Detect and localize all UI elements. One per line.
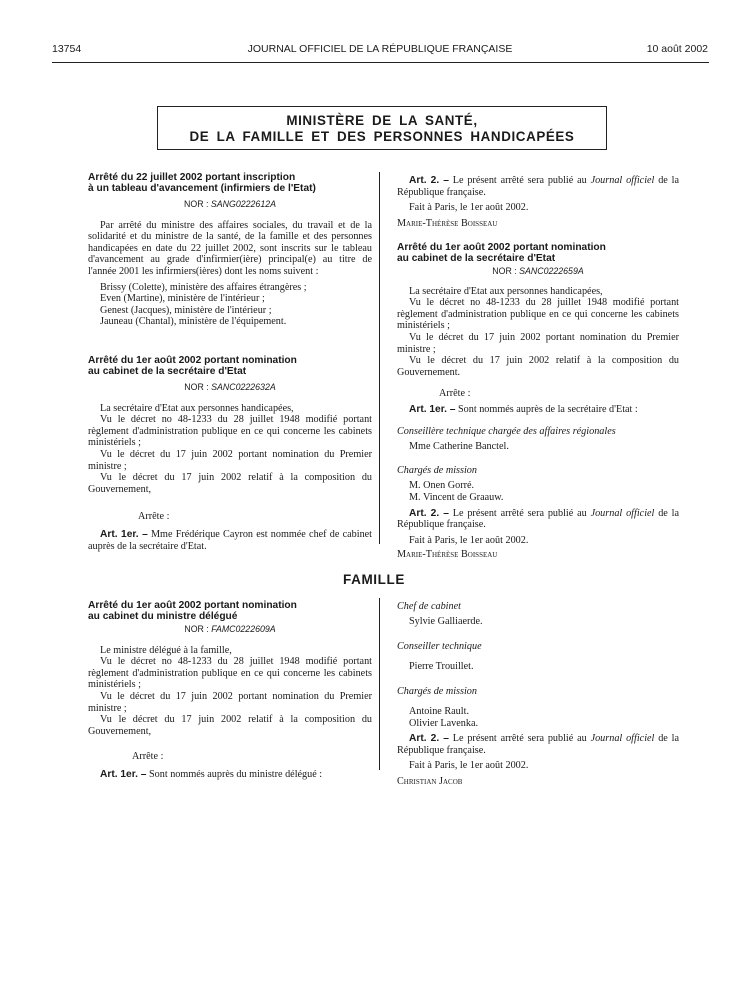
appointee-name: Antoine Rault. <box>409 705 469 717</box>
role-heading: Conseiller technique <box>397 641 482 653</box>
nor-reference <box>88 199 372 211</box>
nor-reference <box>88 382 372 394</box>
ministry-heading-line-1: MINISTÈRE DE LA SANTÉ, <box>286 113 478 128</box>
signature: Marie-Thérèse Boisseau <box>397 549 498 561</box>
role-heading: Chargés de mission <box>397 464 477 476</box>
nor-code: SANG0222612A <box>210 199 276 209</box>
nor-reference <box>397 266 679 278</box>
done-at: Fait à Paris, le 1er août 2002. <box>409 202 529 214</box>
arrete-title-line-2: au cabinet du ministre délégué <box>88 611 238 622</box>
nor-code: SANC0222632A <box>211 382 276 392</box>
article-label: Art. 1er. – <box>409 403 456 415</box>
visa-paragraph: Vu le décret du 17 juin 2002 relatif à la composition du Gouvernement, <box>88 472 372 495</box>
nor-label: NOR : <box>492 266 517 276</box>
visa-paragraph: Vu le décret du 17 juin 2002 relatif à la composition du Gouvernement. <box>397 355 679 378</box>
done-at: Fait à Paris, le 1er août 2002. <box>409 760 529 772</box>
article-text: de la République française. <box>397 733 679 756</box>
visa-paragraph: Vu le décret du 17 juin 2002 portant nomination du Premier ministre ; <box>88 690 372 714</box>
journal-name: Journal officiel <box>590 733 655 745</box>
signature: Marie-Thérèse Boisseau <box>397 217 498 229</box>
article-label: Art. 1er. – <box>100 528 148 540</box>
nor-code: FAMC0222609A <box>211 624 276 634</box>
article-1 <box>397 404 679 416</box>
nor-label: NOR : <box>184 624 209 634</box>
visa-paragraph: Vu le décret no 48-1233 du 28 juillet 1948 modifié portant règlement d'administration publique en ce qui concerne les cabinets ministériels ; <box>88 414 372 449</box>
arrete-word: Arrête : <box>132 751 164 763</box>
arrete-title-line-2: au cabinet de la secrétaire d'Etat <box>397 253 556 264</box>
arrete-22-juillet <box>88 172 372 328</box>
arrete-1er-aout-cabinet-secretaire-a-end <box>397 175 679 229</box>
appointee-name: Pierre Trouillet. <box>409 660 474 672</box>
nor-label: NOR : <box>184 199 209 209</box>
arrete-intro: Par arrêté du ministre des affaires sociales, du travail et de la solidarité et du ministre de la santé, de la famille et des personnes handicapées en date du 22 juillet 2002, sont inscrits sur le tableau d'avancement au grade d'infirmier(ière) principal(e) au titre de l'année 2001 les infirmiers(ières) dont les noms suivent : <box>88 219 372 277</box>
visa-paragraph: Le ministre délégué à la famille, <box>100 644 232 656</box>
article-text: de la République française. <box>397 507 679 531</box>
journal-name: Journal officiel <box>590 507 655 519</box>
article-text: de la République française. <box>397 175 679 198</box>
ministry-heading-box <box>157 106 607 150</box>
arrete-word: Arrête : <box>439 388 471 400</box>
column-divider <box>379 172 380 544</box>
ministry-heading-line-2: DE LA FAMILLE ET DES PERSONNES HANDICAPÉES <box>189 129 575 144</box>
nor-code: SANC0222659A <box>519 266 584 276</box>
arrete-1er-aout-cabinet-secretaire-a <box>88 355 372 552</box>
article-text: Le présent arrêté sera publié au <box>452 507 587 519</box>
article-1 <box>88 769 372 781</box>
visa-paragraph: La secrétaire d'Etat aux personnes handicapées, <box>409 285 603 297</box>
name-list-item: Genest (Jacques), ministère de l'intérieur ; <box>100 304 272 316</box>
name-list-item: Even (Martine), ministère de l'intérieur ; <box>100 293 265 305</box>
visa-paragraph: La secrétaire d'Etat aux personnes handicapées, <box>100 402 294 414</box>
column-divider <box>379 598 380 770</box>
appointee-name: Mme Catherine Banctel. <box>409 441 509 453</box>
article-2 <box>397 175 679 198</box>
visa-paragraph: Vu le décret no 48-1233 du 28 juillet 1948 modifié portant règlement d'administration publique en ce qui concerne les cabinets ministériels ; <box>88 656 372 691</box>
article-text: Mme Frédérique Cayron est nommée chef de cabinet auprès de la secrétaire d'Etat. <box>88 528 373 552</box>
article-text: Sont nommés auprès du ministre délégué : <box>148 768 323 780</box>
page-number: 13754 <box>52 43 82 55</box>
name-list-item: Jauneau (Chantal), ministère de l'équipement. <box>100 316 287 328</box>
issue-date: 10 août 2002 <box>646 43 708 55</box>
arrete-title-line-1: Arrêté du 22 juillet 2002 portant inscription <box>88 172 296 183</box>
arrete-1er-aout-cabinet-ministre-delegue-end <box>397 601 679 788</box>
visa-paragraph: Vu le décret du 17 juin 2002 portant nomination du Premier ministre ; <box>88 448 372 472</box>
article-2 <box>397 733 679 756</box>
done-at: Fait à Paris, le 1er août 2002. <box>409 534 529 546</box>
article-2 <box>397 508 679 531</box>
appointee-name: M. Vincent de Graauw. <box>409 491 504 503</box>
article-text: Le présent arrêté sera publié au <box>452 175 587 186</box>
section-heading-famille: FAMILLE <box>343 572 405 587</box>
appointee-name: Sylvie Galliaerde. <box>409 615 483 627</box>
nor-label: NOR : <box>184 382 209 392</box>
article-text: Sont nommés auprès de la secrétaire d'Etat : <box>457 403 638 415</box>
visa-paragraph: Vu le décret no 48-1233 du 28 juillet 1948 modifié portant règlement d'administration publique en ce qui concerne les cabinets ministériels ; <box>397 297 679 332</box>
article-label: Art. 1er. – <box>100 768 147 780</box>
arrete-title-line-2: au cabinet de la secrétaire d'Etat <box>88 366 247 377</box>
arrete-title-line-1: Arrêté du 1er août 2002 portant nomination <box>88 355 297 366</box>
role-heading: Chargés de mission <box>397 686 477 698</box>
name-list-item: Brissy (Colette), ministère des affaires étrangères ; <box>100 281 307 293</box>
arrete-1er-aout-cabinet-ministre-delegue <box>88 600 372 781</box>
article-1 <box>88 529 372 552</box>
visa-paragraph: Vu le décret du 17 juin 2002 relatif à la composition du Gouvernement, <box>88 714 372 737</box>
article-label: Art. 2. – <box>409 507 449 519</box>
article-text: Le présent arrêté sera publié au <box>452 733 587 745</box>
appointee-name: Olivier Lavenka. <box>409 717 479 729</box>
appointee-name: M. Onen Gorré. <box>409 480 475 492</box>
running-head <box>52 43 708 59</box>
header-rule <box>52 62 709 63</box>
arrete-title-line-2: à un tableau d'avancement (infirmiers de l'Etat) <box>88 183 316 194</box>
role-heading: Chef de cabinet <box>397 601 461 612</box>
article-label: Art. 2. – <box>409 175 449 186</box>
arrete-word: Arrête : <box>138 511 170 523</box>
arrete-title-line-1: Arrêté du 1er août 2002 portant nomination <box>88 600 297 611</box>
nor-reference <box>88 624 372 636</box>
journal-name: Journal officiel <box>590 175 655 186</box>
visa-paragraph: Vu le décret du 17 juin 2002 portant nomination du Premier ministre ; <box>397 331 679 355</box>
role-heading: Conseillère technique chargée des affaires régionales <box>397 425 616 437</box>
journal-title: JOURNAL OFFICIEL DE LA RÉPUBLIQUE FRANÇAISE <box>247 43 513 55</box>
signature: Christian Jacob <box>397 775 463 787</box>
arrete-1er-aout-cabinet-secretaire-b <box>397 242 679 561</box>
arrete-title-line-1: Arrêté du 1er août 2002 portant nomination <box>397 242 606 253</box>
article-label: Art. 2. – <box>409 733 449 745</box>
